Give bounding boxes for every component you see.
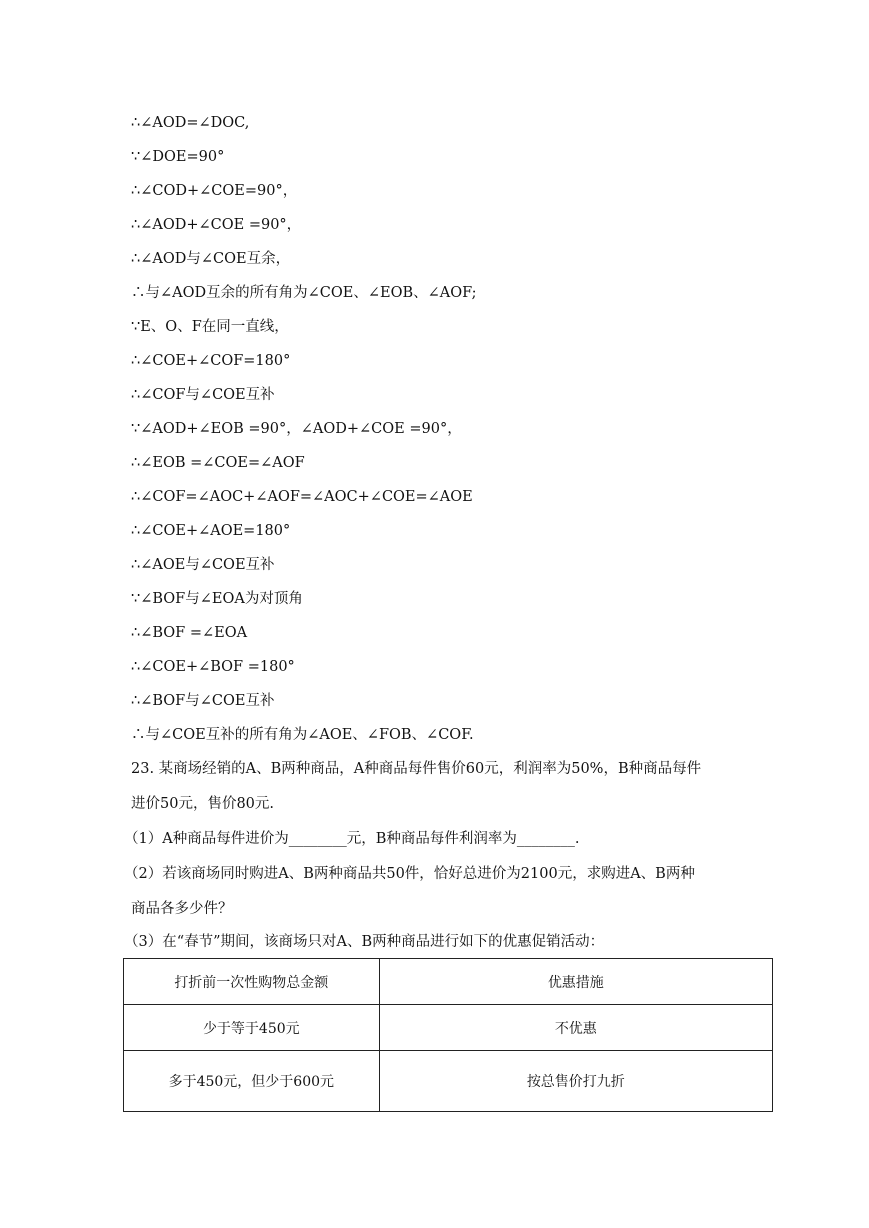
question-23-part-2-line-1: （2）若该商场同时购进A、B两种商品共50件，恰好总进价为2100元，求购进A、B两种 xyxy=(124,866,695,882)
proof-line-7: ∵E、O、F在同一直线， xyxy=(131,319,289,335)
proof-line-6: ∴与∠AOD互余的所有角为∠COE、∠EOB、∠AOF; xyxy=(131,285,477,301)
table-row xyxy=(124,1051,773,1112)
proof-line-3: ∴∠COD+∠COE=90°， xyxy=(131,183,298,199)
table-row xyxy=(124,1005,773,1051)
question-23-line-1: 23. 某商场经销的A、B两种商品，A种商品每件售价60元，利润率为50%，B种商品每件 xyxy=(131,761,702,777)
proof-line-17: ∴∠COE+∠BOF =180° xyxy=(131,659,295,675)
table-cell: 少于等于450元 xyxy=(124,1005,380,1051)
proof-line-18: ∴∠BOF与∠COE互补 xyxy=(131,693,275,709)
proof-line-10: ∵∠AOD+∠EOB =90°，∠AOD+∠COE =90°， xyxy=(131,421,462,437)
question-23-part-2-line-2: 商品各多少件？ xyxy=(131,901,233,917)
discount-table xyxy=(123,958,773,1112)
proof-line-8: ∴∠COE+∠COF=180° xyxy=(131,353,291,369)
table-cell: 多于450元，但少于600元 xyxy=(124,1051,380,1112)
proof-line-14: ∴∠AOE与∠COE互补 xyxy=(131,557,275,573)
proof-line-2: ∵∠DOE=90° xyxy=(131,149,225,165)
proof-line-4: ∴∠AOD+∠COE =90°， xyxy=(131,217,302,233)
table-header-cell: 打折前一次性购物总金额 xyxy=(124,959,380,1005)
proof-line-9: ∴∠COF与∠COE互补 xyxy=(131,387,275,403)
proof-line-12: ∴∠COF=∠AOC+∠AOF=∠AOC+∠COE=∠AOE xyxy=(131,489,473,505)
question-23-line-2: 进价50元，售价80元. xyxy=(131,796,275,812)
proof-line-15: ∵∠BOF与∠EOA为对顶角 xyxy=(131,591,303,607)
table-cell: 按总售价打九折 xyxy=(379,1051,772,1112)
proof-line-5: ∴∠AOD与∠COE互余， xyxy=(131,251,291,267)
question-23-part-1: （1）A种商品每件进价为________元，B种商品每件利润率为________. xyxy=(124,831,580,847)
proof-line-11: ∴∠EOB =∠COE=∠AOF xyxy=(131,455,305,471)
table-header-row xyxy=(124,959,773,1005)
proof-line-13: ∴∠COE+∠AOE=180° xyxy=(131,523,291,539)
table-cell: 不优惠 xyxy=(379,1005,772,1051)
table-header-cell: 优惠措施 xyxy=(379,959,772,1005)
proof-line-1: ∴∠AOD=∠DOC, xyxy=(131,115,250,131)
proof-line-16: ∴∠BOF =∠EOA xyxy=(131,625,248,641)
proof-line-19: ∴与∠COE互补的所有角为∠AOE、∠FOB、∠COF. xyxy=(131,727,474,743)
question-23-part-3: （3）在“春节”期间，该商场只对A、B两种商品进行如下的优惠促销活动： xyxy=(124,934,605,950)
